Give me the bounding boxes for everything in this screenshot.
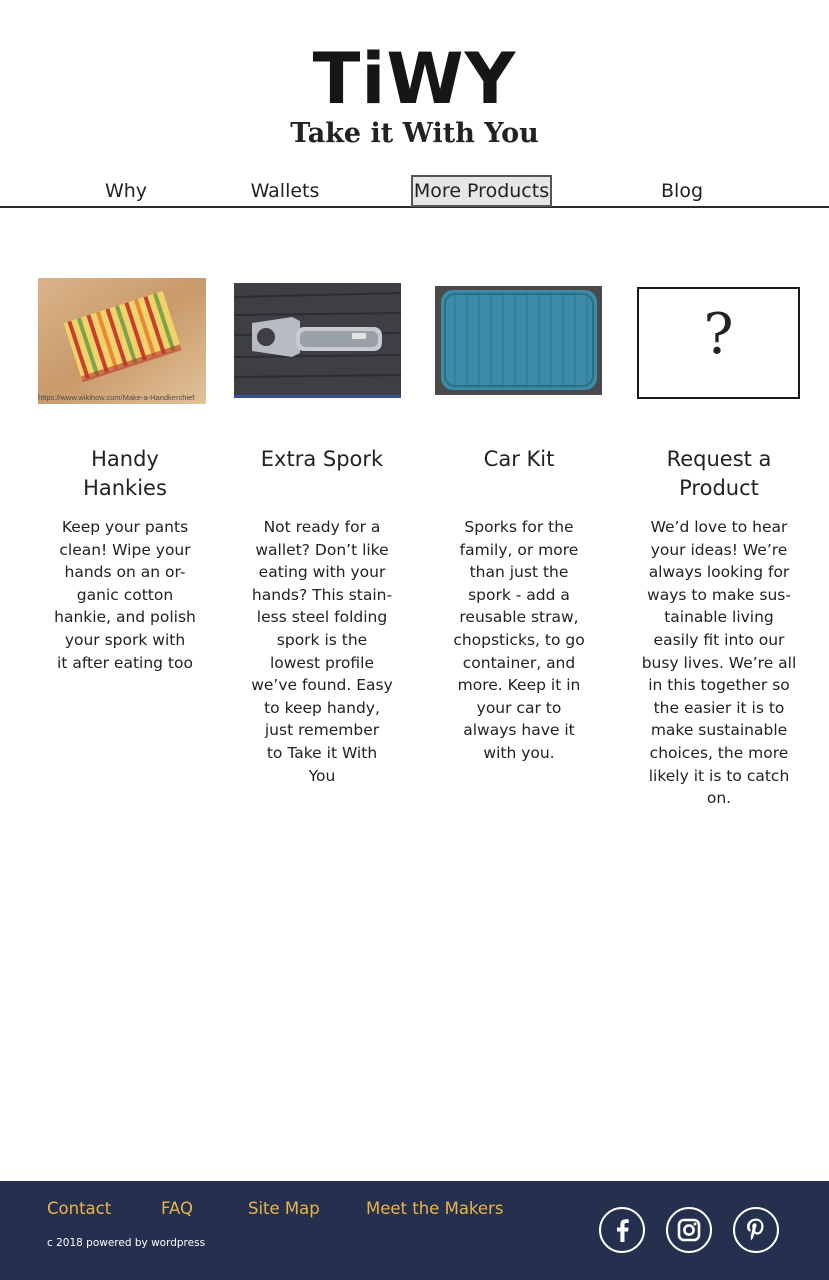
desc-line: just remember [264,721,380,740]
desc-line: spork is the [276,630,368,649]
desc-line: Not ready for a [263,518,381,536]
desc-line: hankie, and polish [54,608,196,627]
car-kit-image[interactable] [435,286,602,395]
nav-item-more-products[interactable]: More Products [411,175,552,207]
desc-line: choices, the more [649,743,789,762]
desc-line: likely it is to catch [648,766,790,785]
product-title [37,445,213,503]
product-title [431,445,607,474]
product-title-line: Extra Spork [260,447,384,471]
desc-line: We’d love to hear [650,518,788,536]
footer-link-site-map[interactable]: Site Map [248,1199,320,1218]
site-logo[interactable] [0,40,829,150]
product-title-line: Request a [666,447,772,471]
product-title [234,445,410,474]
desc-line: lowest profile [269,653,375,672]
question-mark-icon: ? [703,302,734,367]
desc-line: on. [706,789,732,808]
desc-line: tainable living [664,608,774,627]
desc-line: ways to make sus- [647,585,791,604]
desc-line: less steel folding [256,608,388,627]
nav-item-wallets[interactable]: Wallets [250,180,320,202]
desc-line: reusable straw, [459,608,579,627]
desc-line: make sustainable [650,721,788,740]
desc-line: to Take it With [266,743,378,762]
product-title [631,445,807,503]
product-description [631,516,807,810]
desc-line: hands? This stain- [251,585,393,604]
desc-line: chopsticks, to go [453,630,585,649]
desc-line: eating with your [258,563,386,582]
desc-line: easily fit into our [653,630,785,649]
product-title-line: Car Kit [483,447,555,471]
desc-line: always have it [463,721,575,740]
product-description [37,516,213,674]
desc-line: it after eating too [57,653,193,672]
product-title-line: Hankies [83,476,167,500]
desc-line: your ideas! We’re [650,540,788,559]
desc-line: container, and [462,653,576,672]
desc-line: Keep your pants [61,518,189,536]
spork-image[interactable] [234,283,401,398]
desc-line: spork - add a [468,585,570,604]
desc-line: busy lives. We’re all [641,653,797,672]
desc-line: with you. [483,743,555,762]
instagram-icon[interactable] [666,1207,712,1253]
desc-line: we’ve found. Easy [251,676,393,695]
product-title-line: Product [679,476,759,500]
desc-line: Sporks for the [464,518,574,536]
desc-line: ganic cotton [76,585,174,604]
facebook-icon[interactable] [599,1207,645,1253]
desc-line: family, or more [459,540,579,559]
logo-tagline: Take it With You [290,118,539,149]
product-description [234,516,410,787]
product-title-line: Handy [91,447,159,471]
desc-line: always looking for [648,563,790,582]
desc-line: your spork with [64,630,186,649]
pinterest-icon[interactable] [733,1207,779,1253]
logo-wordmark: TiWY [312,38,517,120]
footer-link-meet-the-makers[interactable]: Meet the Makers [366,1199,504,1218]
site-footer [0,1181,829,1280]
desc-line: You [308,766,336,785]
desc-line: more. Keep it in [457,676,581,695]
footer-link-contact[interactable]: Contact [47,1199,112,1218]
desc-line: in this together so [648,676,790,695]
desc-line: than just the [469,563,569,582]
desc-line: clean! Wipe your [59,540,191,559]
desc-line: your car to [476,698,562,717]
request-placeholder-box[interactable] [637,287,800,399]
hankie-image[interactable] [38,278,206,404]
desc-line: hands on an or- [64,563,186,582]
image-credit[interactable]: https://www.wikihow.com/Make-a-Handkerchief [38,393,195,402]
nav-item-blog[interactable]: Blog [661,180,703,202]
product-description [431,516,607,765]
desc-line: the easier it is to [653,698,785,717]
main-nav [0,174,829,208]
footer-link-faq[interactable]: FAQ [161,1199,193,1218]
desc-line: wallet? Don’t like [255,540,389,559]
desc-line: to keep handy, [264,698,380,717]
copyright-text: c 2018 powered by wordpress [47,1237,206,1249]
nav-item-why[interactable]: Why [104,180,148,202]
